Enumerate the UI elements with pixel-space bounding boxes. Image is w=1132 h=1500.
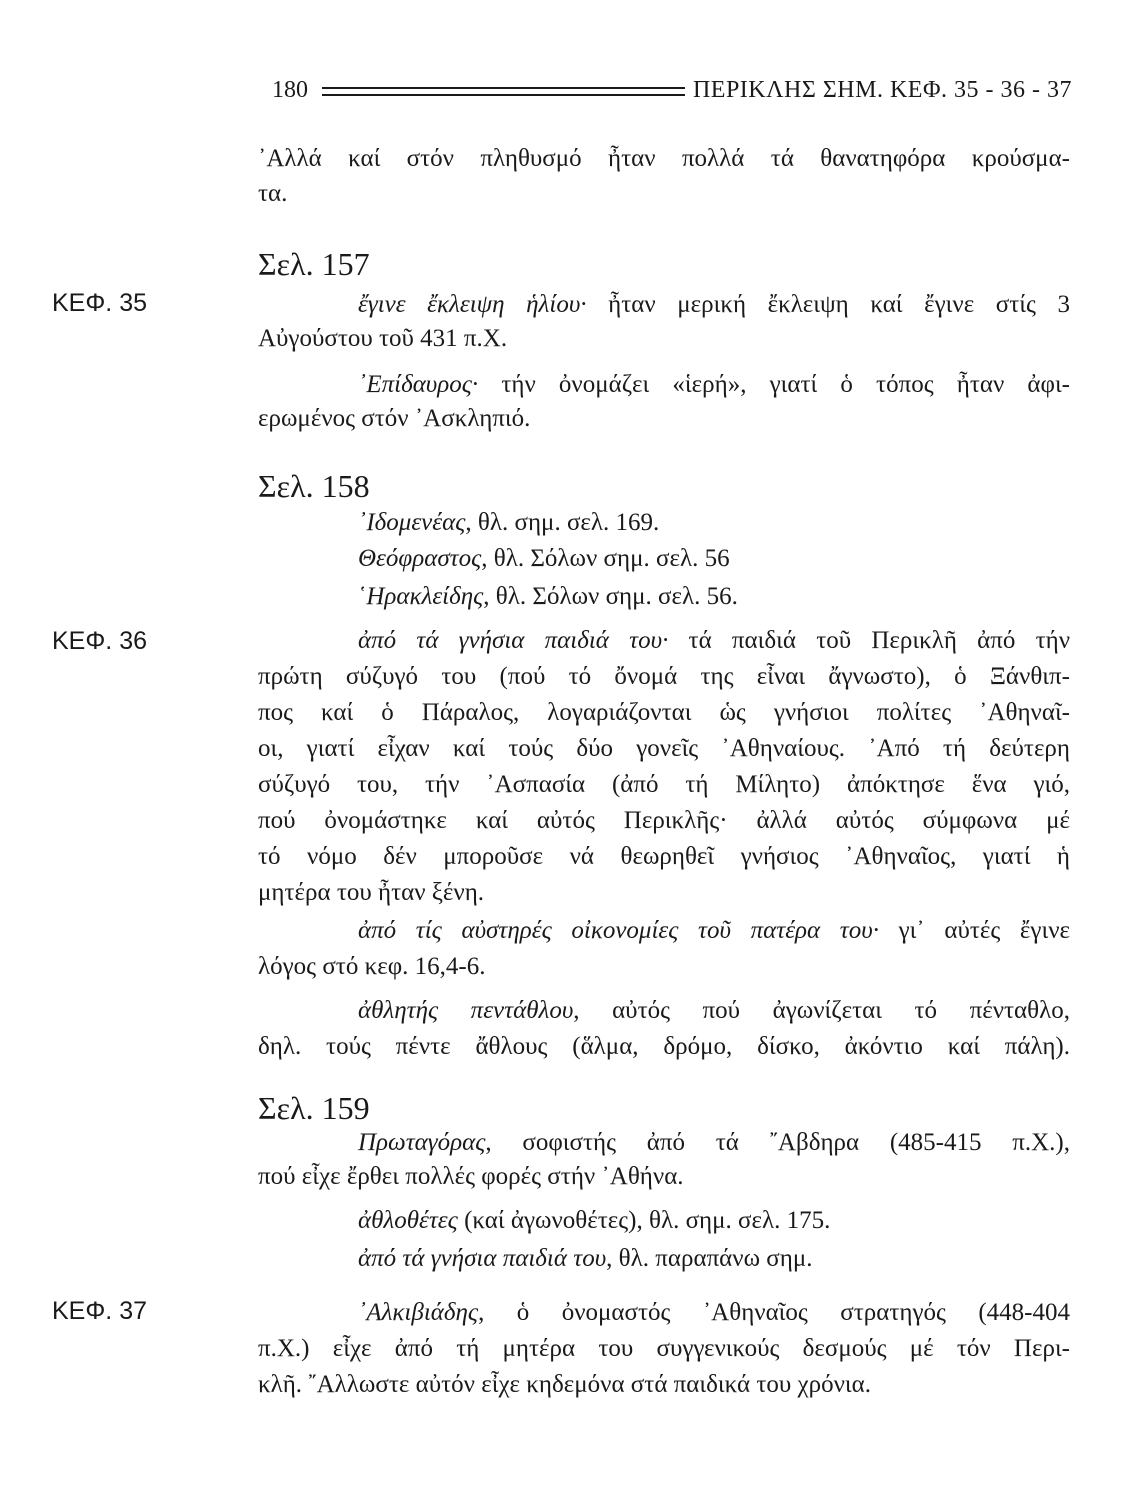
- note-158-4-line: τό νόμο δέν μποροῦσε νά θεωρηθεῖ γνήσιος ᾿Αθηναῖος, γιατί ἡ: [258, 843, 1070, 870]
- note-term: ᾿Ιδομενέας: [358, 509, 466, 536]
- note-158-5: ἀπό τίς αὐστηρές οἰκονομίες τοῦ πατέρα του· γι᾿ αὐτές ἔγινε: [358, 917, 1070, 944]
- note-term: ἀπό τίς αὐστηρές οἰκονομίες τοῦ πατέρα του·: [358, 917, 879, 944]
- section-heading-157: Σελ. 157: [258, 246, 370, 282]
- note-158-4-line: πρώτη σύζυγό του (πού τό ὄνομά της εἶναι ἄγνωστο), ὁ Ξάνθιπ-: [258, 663, 1070, 690]
- chapter-label-37: ΚΕΦ. 37: [52, 1297, 147, 1325]
- running-title: ΠΕΡΙΚΛΗΣ ΣΗΜ. ΚΕΦ. 35 - 36 - 37: [692, 76, 1072, 103]
- note-term: ἀθλοθέτες: [358, 1207, 458, 1234]
- intro-line-1: ᾿Αλλά καί στόν πληθυσμό ἦταν πολλά τά θανατηφόρα κρούσμα-: [258, 145, 1070, 172]
- section-heading-158: Σελ. 158: [258, 468, 370, 504]
- note-159-1-cont: πού εἶχε ἔρθει πολλές φορές στήν ᾿Αθήνα.: [258, 1163, 684, 1190]
- header-double-rule: [322, 87, 685, 96]
- note-term: ἀπό τά γνήσια παιδιά του: [358, 1245, 607, 1272]
- note-157-1: ἔγινε ἔκλειψη ἡλίου· ἦταν μερική ἔκλειψη καί ἔγινε στίς 3: [358, 291, 1070, 318]
- note-159-3: ἀπό τά γνήσια παιδιά του, θλ. παραπάνω σημ.: [358, 1245, 813, 1272]
- note-159-4-line2: π.Χ.) εἶχε ἀπό τή μητέρα του συγγενικούς δεσμούς μέ τόν Περι-: [258, 1335, 1070, 1362]
- note-158-6-cont: δηλ. τούς πέντε ἄθλους (ἅλμα, δρόμο, δίσκο, ἀκόντιο καί πάλη).: [258, 1033, 1070, 1060]
- note-157-1-cont: Αὐγούστου τοῦ 431 π.Χ.: [258, 325, 508, 352]
- note-159-4-line3: κλῆ. ῎Αλλωστε αὐτόν εἶχε κηδεμόνα στά παιδικά του χρόνια.: [258, 1371, 871, 1398]
- note-term: ῾Ηρακλείδης: [358, 583, 484, 610]
- note-158-4-line: σύζυγό του, τήν ᾿Ασπασία (ἀπό τή Μίλητο) ἀπόκτησε ἕνα γιό,: [258, 771, 1070, 798]
- note-term: ἀπό τά γνήσια παιδιά του·: [358, 627, 669, 654]
- chapter-label-35: ΚΕΦ. 35: [52, 289, 147, 317]
- note-158-4-line: πού ὀνομάστηκε καί αὐτός Περικλῆς· ἀλλά αὐτός σύμφωνα μέ: [258, 807, 1070, 834]
- note-157-2: ᾿Επίδαυρος· τήν ὀνομάζει «ἱερή», γιατί ὁ τόπος ἦταν ἀφι-: [358, 371, 1070, 398]
- note-158-2: Θεόφραστος, θλ. Σόλων σημ. σελ. 56: [358, 545, 730, 572]
- note-term: Πρωταγόρας: [358, 1129, 486, 1156]
- note-term: ᾿Επίδαυρος·: [358, 371, 479, 398]
- note-158-4-line: πος καί ὁ Πάραλος, λογαριάζονται ὡς γνήσιοι πολίτες ᾿Αθηναῖ-: [258, 699, 1070, 726]
- note-term: ἀθλητής πεντάθλου: [358, 997, 574, 1024]
- note-159-1: Πρωταγόρας, σοφιστής ἀπό τά ῎Αβδηρα (485-415 π.Χ.),: [358, 1129, 1070, 1156]
- running-header: [272, 72, 1072, 108]
- note-158-3: ῾Ηρακλείδης, θλ. Σόλων σημ. σελ. 56.: [358, 583, 738, 610]
- note-term: ἔγινε ἔκλειψη ἡλίου·: [358, 291, 587, 318]
- note-158-1: ᾿Ιδομενέας, θλ. σημ. σελ. 169.: [358, 509, 660, 536]
- note-159-2: ἀθλοθέτες (καί ἀγωνοθέτες), θλ. σημ. σελ. 175.: [358, 1207, 831, 1234]
- section-heading-159: Σελ. 159: [258, 1090, 370, 1126]
- note-157-2-cont: ερωμένος στόν ᾿Ασκληπιό.: [258, 405, 531, 432]
- note-159-4: ᾿Αλκιβιάδης, ὁ ὀνομαστός ᾿Αθηναῖος στρατηγός (448-404: [358, 1299, 1070, 1326]
- note-158-4-line: οι, γιατί εἶχαν καί τούς δύο γονεῖς ᾿Αθηναίους. ᾿Από τή δεύτερη: [258, 735, 1070, 762]
- note-158-4-line: μητέρα του ἦταν ξένη.: [258, 879, 485, 906]
- page-number: 180: [272, 76, 308, 103]
- note-158-4: ἀπό τά γνήσια παιδιά του· τά παιδιά τοῦ Περικλῆ ἀπό τήν: [358, 627, 1070, 654]
- note-term: ᾿Αλκιβιάδης: [358, 1299, 479, 1326]
- intro-line-2: τα.: [258, 180, 288, 207]
- note-158-5-cont: λόγος στό κεφ. 16,4-6.: [258, 953, 486, 980]
- note-158-6: ἀθλητής πεντάθλου, αὐτός πού ἀγωνίζεται τό πένταθλο,: [358, 997, 1070, 1024]
- chapter-label-36: ΚΕΦ. 36: [52, 627, 147, 655]
- note-term: Θεόφραστος: [358, 545, 482, 572]
